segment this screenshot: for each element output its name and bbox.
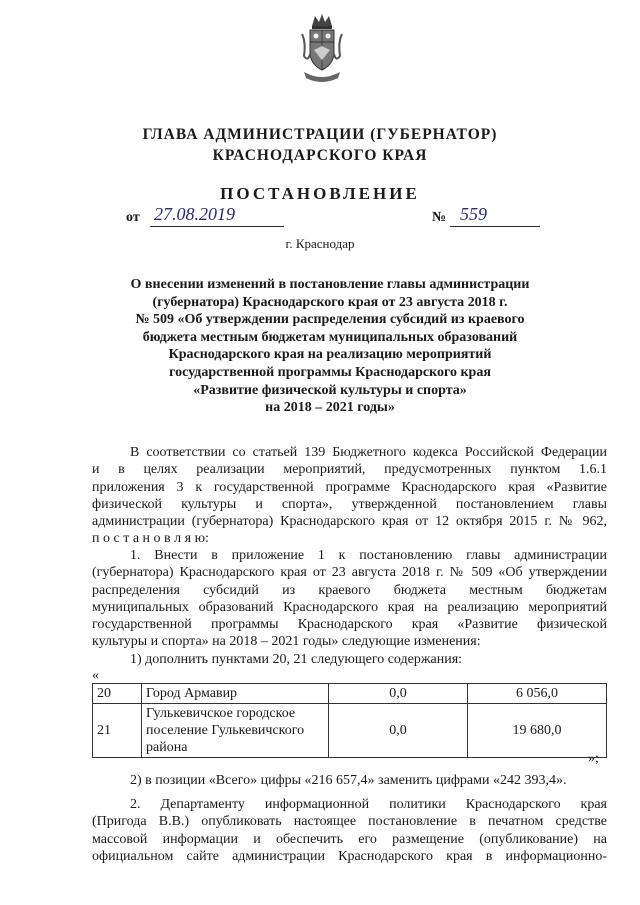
table-cell-no: 21 [93,704,142,758]
table-row [93,684,607,704]
heading-line: О внесении изменений в постановление главы администрации [130,277,530,292]
date-label: от [126,210,140,225]
text-line: администрации (губернатора) Краснодарского края от 12 октября 2015 г. № 962, [92,514,607,530]
text-line: муниципальных образований Краснодарского края на реализацию мероприятий [92,599,607,615]
authority-title-line1: ГЛАВА АДМИНИСТРАЦИИ (ГУБЕРНАТОР) [142,126,498,143]
text-line: 1. Внести в приложение 1 к постановлению главы администрации [130,548,607,563]
text-line: и в целях реализации мероприятий, предусмотренных пунктом 1.6.1 [92,462,607,478]
text-line: массовой информации и обеспечить его размещение (опубликование) на [92,831,607,847]
text-line: официальном сайте администрации Краснодарского края в информационно- [92,848,607,864]
table-cell-name: Город Армавир [142,684,329,704]
text-line: п о с т а н о в л я ю: [92,531,209,547]
paragraph-item-2 [92,796,607,865]
city: г. Краснодар [285,236,355,251]
heading-line: Краснодарского края на реализацию мероприятий [168,347,492,363]
text-line: (губернатора) Краснодарского края от 23 августа 2018 г. № 509 «Об утверждении [92,565,607,581]
paragraph-item-1 [92,547,607,651]
heading-line: № 509 «Об утверждении распределения субсидий из краевого [135,312,525,328]
text-line: распределения субсидий из краевого бюджета местным бюджетам [92,582,607,598]
heading-line: «Развитие физической культуры и спорта» [193,382,467,398]
coat-of-arms-icon [298,12,346,86]
heading-line: государственной программы Краснодарского края [169,364,491,380]
authority-title-line2: КРАСНОДАРСКОГО КРАЯ [212,147,428,164]
table-cell-value1: 0,0 [329,684,468,704]
text-line: 2. Департаменту информационной политики Краснодарского края [130,797,607,812]
text-line: В соответствии со статьей 139 Бюджетного кодекса Российской Федерации [130,445,607,460]
text-line: государственной программы Краснодарского края «Развитие физической [92,617,607,633]
table-cell-no: 20 [93,684,142,704]
paragraph-preamble [92,444,607,548]
subsidy-table [92,683,607,758]
table-row [93,704,607,758]
table-cell-value1: 0,0 [329,704,468,758]
table-cell-value2: 19 680,0 [468,704,607,758]
date-value: 27.08.2019 [150,204,284,227]
number-value: 559 [450,204,540,227]
document-heading [110,276,550,417]
heading-line: бюджета местным бюджетам муниципальных образований [142,329,518,345]
heading-line: (губернатора) Краснодарского края от 23 августа 2018 г. [152,294,508,310]
quote-close: »; [588,751,599,766]
subitem-2: 2) в позиции «Всего» цифры «216 657,4» заменить цифрами «242 393,4». [130,773,567,788]
text-line: физической культуры и спорта», утвержденной постановлением главы [92,496,607,512]
heading-line: на 2018 – 2021 годы» [265,400,395,416]
number-label: № [432,210,447,225]
subitem-1: 1) дополнить пунктами 20, 21 следующего содержания: [130,652,463,667]
table-cell-value2: 6 056,0 [468,684,607,704]
document-type: ПОСТАНОВЛЕНИЕ [220,184,420,203]
quote-open: « [92,668,99,683]
table-cell-name: Гулькевичское городское поселение Гулькевичского района [142,704,329,758]
text-line: приложения 3 к государственной программе Краснодарского края «Развитие [92,479,607,495]
text-line: культуры и спорта» на 2018 – 2021 годы» следующие изменения: [92,634,481,650]
text-line: (Пригода В.В.) опубликовать настоящее постановление в печатном средстве [92,814,607,830]
